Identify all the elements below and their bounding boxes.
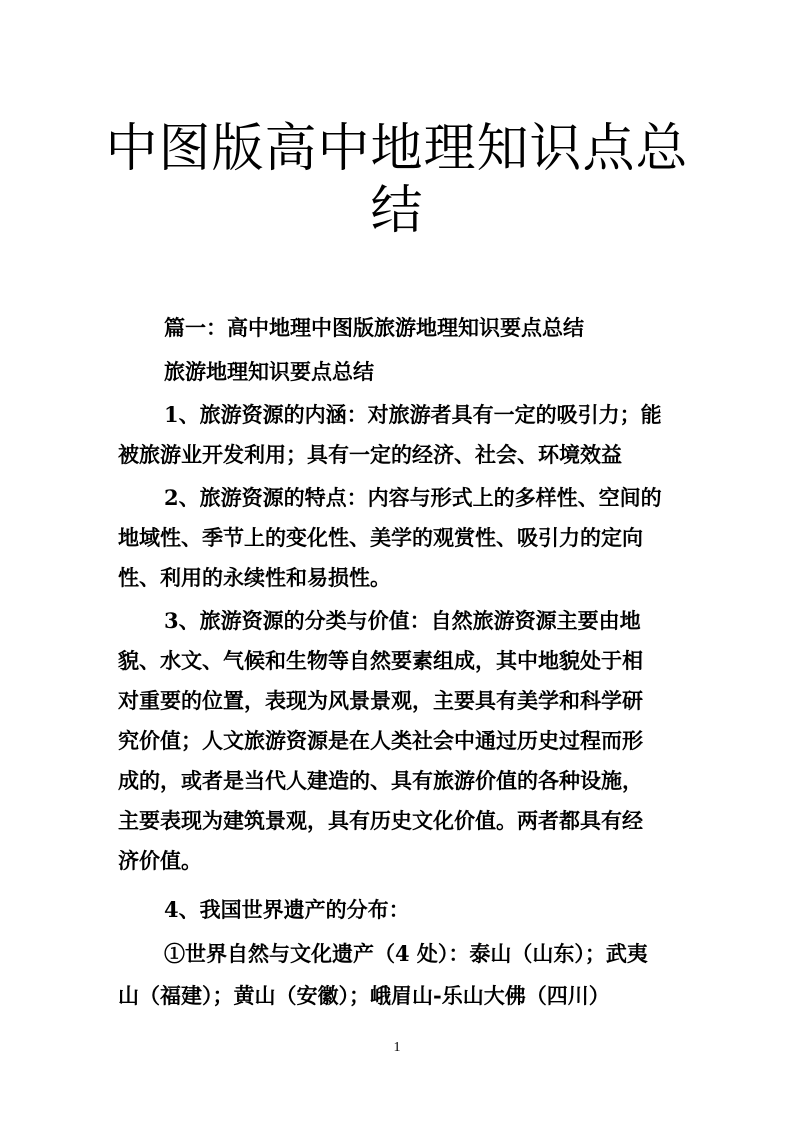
paragraph-2-line-2: 地域性、季节上的变化性、美学的观赏性、吸引力的定向	[118, 525, 643, 550]
paragraph-4-heading: 4、我国世界遗产的分布：	[164, 897, 410, 922]
paragraph-3-line-6: 主要表现为建筑景观，具有历史文化价值。两者都具有经	[118, 808, 643, 833]
page-number: 1	[393, 1040, 401, 1055]
paragraph-2-line-1: 2、旅游资源的特点：内容与形式上的多样性、空间的	[164, 485, 662, 510]
paragraph-3-line-5: 成的，或者是当代人建造的、具有旅游价值的各种设施，	[118, 768, 643, 793]
document-title	[100, 118, 694, 242]
paragraph-3-line-2: 貌、水文、气候和生物等自然要素组成，其中地貌处于相	[118, 648, 643, 673]
paragraph-1-line-2: 被旅游业开发利用；具有一定的经济、社会、环境效益	[118, 442, 622, 467]
list-item-1-line-1: ①世界自然与文化遗产（4 处）：泰山（山东）；武夷	[164, 941, 648, 966]
paragraph-2-line-3: 性、利用的永续性和易损性。	[118, 565, 391, 590]
title-line-2: 结	[370, 181, 424, 241]
section-heading: 篇一：高中地理中图版旅游地理知识要点总结	[164, 315, 584, 340]
paragraph-3-line-7: 济价值。	[118, 848, 202, 873]
title-line-1: 中图版高中地理知识点总	[105, 119, 689, 179]
list-item-1-line-2: 山（福建）；黄山（安徽）；峨眉山-乐山大佛（四川）	[118, 983, 610, 1008]
subheading: 旅游地理知识要点总结	[164, 359, 374, 384]
paragraph-3-line-1: 3、旅游资源的分类与价值：自然旅游资源主要由地	[164, 608, 641, 633]
paragraph-3-line-4: 究价值；人文旅游资源是在人类社会中通过历史过程而形	[118, 728, 643, 753]
paragraph-1-line-1: 1、旅游资源的内涵：对旅游者具有一定的吸引力；能	[164, 402, 662, 427]
paragraph-3-line-3: 对重要的位置，表现为风景景观，主要具有美学和科学研	[118, 688, 643, 713]
